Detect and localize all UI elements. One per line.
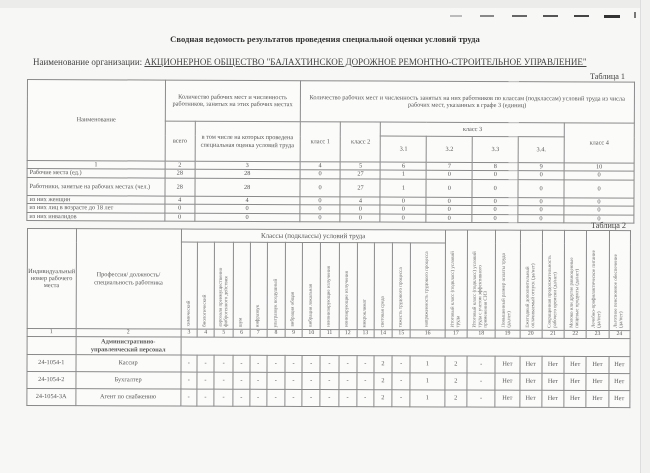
header-assessed: в том числе на которых проведена специальная оценка условий труда xyxy=(195,121,300,161)
factor-header xyxy=(320,243,339,330)
header-3-1: 3.1 xyxy=(381,136,427,162)
scan-mark xyxy=(634,12,636,18)
column-number: 9 xyxy=(518,163,564,171)
factor-header xyxy=(197,242,214,329)
profession: Агент по снабжению xyxy=(75,389,180,406)
cell-value: 1 xyxy=(380,170,426,179)
header-therapeutic-food xyxy=(586,230,609,330)
cell-value: 0 xyxy=(299,205,340,214)
column-number: 2 xyxy=(165,161,195,169)
scan-mark xyxy=(512,15,527,17)
column-number: 21 xyxy=(542,330,564,338)
cell-value: Нет xyxy=(564,356,586,373)
group-label: Административно-управленческий персонал xyxy=(76,337,181,355)
cell-value: 0 xyxy=(340,214,380,223)
header-profession: Профессия/ должность/ специальность работника xyxy=(76,229,182,329)
cell-value: - xyxy=(302,355,320,372)
cell-value: - xyxy=(357,373,374,390)
cell-value: 2 xyxy=(445,373,467,390)
factor-header-text: инфразвук xyxy=(255,304,261,327)
column-number: 6 xyxy=(381,162,427,170)
column-number: 10 xyxy=(564,163,634,172)
cell-value: 28 xyxy=(165,169,195,178)
column-number: 1 xyxy=(27,329,76,337)
row-label: Рабочие места (ед.) xyxy=(27,169,165,178)
factor-header-text: вибрация общая xyxy=(290,292,297,327)
factor-header-text: шум xyxy=(238,317,244,327)
factor-header xyxy=(233,242,249,329)
cell-value: 0 xyxy=(564,171,634,180)
header-extra-leave-text: Ежегодный дополнительный оплачиваемый отпуск (да/нет) xyxy=(525,263,537,328)
column-number: 6 xyxy=(233,329,249,337)
header-extra-leave xyxy=(520,230,543,330)
table2-caption: Таблица 2 xyxy=(591,221,627,230)
header-class4: класс 4 xyxy=(564,123,634,163)
cell-value: Нет xyxy=(609,357,631,374)
cell-value: Нет xyxy=(608,374,630,391)
cell-value: - xyxy=(338,373,356,390)
factor-header-text: химический xyxy=(186,300,192,327)
cell-value: 0 xyxy=(300,196,341,205)
cell-value: - xyxy=(285,389,302,406)
factor-header-text: напряженность трудового процесса xyxy=(424,251,431,328)
cell-value: 28 xyxy=(165,178,195,196)
cell-value: 0 xyxy=(300,178,341,196)
group-row xyxy=(27,337,630,357)
column-number: 14 xyxy=(374,330,392,338)
cell-value: 0 xyxy=(195,204,300,213)
cell-value: Нет xyxy=(586,390,608,407)
table-row xyxy=(27,355,630,374)
group-id-cell xyxy=(27,337,76,355)
cell-value: - xyxy=(285,372,302,389)
column-number: 17 xyxy=(445,330,467,338)
scan-top-edge xyxy=(0,0,650,8)
factor-header-text: световая среда xyxy=(380,296,386,328)
cell-value: 2 xyxy=(445,356,467,373)
workplace-id: 24-1054-3А xyxy=(27,389,76,406)
cell-value: - xyxy=(392,356,410,373)
column-number: 1 xyxy=(27,161,165,170)
factor-header-text: биологический xyxy=(202,294,209,327)
factor-header-text: микроклимат xyxy=(362,298,368,328)
column-number: 13 xyxy=(357,330,374,338)
factor-header-text: ультразвук воздушный xyxy=(273,278,279,327)
header-name: Наименование xyxy=(27,80,165,162)
cell-value: 27 xyxy=(340,179,380,197)
column-number: 16 xyxy=(410,330,444,338)
scan-mark xyxy=(450,15,462,17)
header-class1: класс 1 xyxy=(300,122,341,162)
header-early-pension xyxy=(609,231,631,331)
cell-value: - xyxy=(197,372,214,389)
cell-value: 28 xyxy=(195,178,300,196)
org-label: Наименование организации: xyxy=(33,57,143,67)
cell-value: - xyxy=(181,372,197,389)
cell-value: Нет xyxy=(495,373,519,390)
column-number: 15 xyxy=(392,330,410,338)
column-number: 9 xyxy=(285,329,302,337)
cell-value: 0 xyxy=(340,205,380,214)
cell-value: Нет xyxy=(608,391,630,408)
cell-value: - xyxy=(197,355,214,372)
cell-value: Нет xyxy=(542,390,564,407)
cell-value: - xyxy=(285,355,302,372)
cell-value: - xyxy=(392,373,410,390)
column-number: 24 xyxy=(609,331,630,339)
cell-value: 4 xyxy=(340,197,380,206)
header-total: всего xyxy=(165,121,195,161)
cell-value: 2 xyxy=(374,356,392,373)
cell-value: 0 xyxy=(426,170,472,179)
cell-value: 0 xyxy=(380,205,426,214)
cell-value: 0 xyxy=(518,179,564,197)
column-number: 4 xyxy=(300,162,341,170)
header-higher-pay-text: Повышенный размер оплаты труда (да,нет) xyxy=(502,253,513,328)
factor-header xyxy=(302,242,321,329)
factor-header-text: тяжесть трудового процесса xyxy=(398,267,404,328)
page-edge xyxy=(640,0,650,473)
cell-value: 0 xyxy=(165,204,195,213)
column-number: 10 xyxy=(302,329,320,337)
factor-header xyxy=(357,243,374,330)
cell-value: Нет xyxy=(520,356,542,373)
cell-value: - xyxy=(320,390,338,407)
header-final-class xyxy=(445,230,468,330)
column-number: 11 xyxy=(320,330,338,338)
row-label: из них лиц в возрасте до 18 лет xyxy=(27,204,165,213)
cell-value: 1 xyxy=(410,373,444,390)
cell-value: Нет xyxy=(495,356,519,373)
column-number: 7 xyxy=(426,162,472,170)
header-higher-pay xyxy=(495,230,520,330)
org-name: АКЦИОНЕРНОЕ ОБЩЕСТВО "БАЛАХТИНСКОЕ ДОРОЖНОЕ РЕМОНТНО-СТРОИТЕЛЬНОЕ УПРАВЛЕНИЕ" xyxy=(144,57,587,67)
workplace-id: 24-1054-1 xyxy=(27,355,76,372)
cell-value: 0 xyxy=(564,215,634,224)
header-final-class-ppe xyxy=(467,230,496,330)
column-number: 18 xyxy=(467,330,495,338)
column-number: 7 xyxy=(250,329,267,337)
cell-value: - xyxy=(357,390,374,407)
factor-header-text: вибрация локальная xyxy=(308,284,314,328)
cell-value: Нет xyxy=(586,373,608,390)
cell-value: 0 xyxy=(472,171,518,180)
cell-value: - xyxy=(302,372,320,389)
header-3-4: 3.4. xyxy=(518,137,564,163)
table-row xyxy=(27,372,630,391)
cell-value: 2 xyxy=(374,390,392,407)
cell-value: 0 xyxy=(472,197,518,206)
profession: Бухгалтер xyxy=(75,372,180,389)
column-number: 22 xyxy=(564,330,586,338)
factor-header xyxy=(250,242,267,329)
header-final-class-text: Итоговый класс (подкласс) условий труда xyxy=(450,251,462,328)
column-number: 19 xyxy=(495,330,519,338)
cell-value: - xyxy=(467,356,495,373)
cell-value: 0 xyxy=(426,179,472,197)
cell-value: - xyxy=(392,390,410,407)
factor-header xyxy=(410,243,445,330)
cell-value: Нет xyxy=(542,356,564,373)
row-label: Работники, занятые на рабочих местах (чел.) xyxy=(27,177,165,196)
column-number: 2 xyxy=(76,329,181,337)
cell-value: 0 xyxy=(472,179,518,197)
cell-value: 1 xyxy=(410,390,444,407)
column-number: 20 xyxy=(520,330,542,338)
header-milk-text: Молоко или другие равноценные пищевые продукты (да/нет) xyxy=(569,257,581,328)
cell-value: 0 xyxy=(426,214,472,223)
cell-value: - xyxy=(338,356,356,373)
cell-value: 0 xyxy=(426,205,472,214)
cell-value: Нет xyxy=(519,390,541,407)
cell-value: - xyxy=(233,355,249,372)
scan-mark xyxy=(543,15,558,17)
header-classes-group: Классы (подклассы) условий труда xyxy=(181,229,445,243)
cell-value: Нет xyxy=(586,356,608,373)
column-number: 23 xyxy=(586,330,608,338)
cell-value: Нет xyxy=(519,373,541,390)
cell-value: - xyxy=(233,372,249,389)
cell-value: 0 xyxy=(472,214,518,223)
header-reduced-hours-text: Сокращенная продолжительность рабочего времени (да/нет) xyxy=(547,255,559,328)
column-number: 5 xyxy=(214,329,233,337)
cell-value: 0 xyxy=(380,197,426,206)
table-1 xyxy=(26,79,635,224)
cell-value: - xyxy=(467,373,495,390)
row-label: из них женщин xyxy=(27,195,165,204)
cell-value: - xyxy=(249,372,266,389)
cell-value: 2 xyxy=(374,373,392,390)
cell-value: 4 xyxy=(165,196,195,205)
factor-header xyxy=(339,243,358,330)
cell-value: Нет xyxy=(564,390,586,407)
column-number: 3 xyxy=(195,161,300,170)
factor-header-text: неионизирующие излучения xyxy=(326,266,333,328)
profession: Кассир xyxy=(76,355,181,372)
cell-value: 4 xyxy=(195,196,300,205)
cell-value: 0 xyxy=(564,206,634,215)
header-final-class-ppe-text: Итоговый класс (подкласс) условий труда с учетом эффективного применения СИЗ xyxy=(472,251,490,328)
scan-mark xyxy=(604,15,620,18)
cell-value: Нет xyxy=(495,390,519,407)
table-row xyxy=(27,212,634,223)
organization-line xyxy=(33,57,587,67)
cell-value: - xyxy=(267,355,285,372)
factor-header xyxy=(267,242,286,329)
column-number: 3 xyxy=(181,329,197,337)
cell-value: 2 xyxy=(445,390,467,407)
group-empty-cells xyxy=(181,337,630,357)
scan-mark xyxy=(480,15,494,17)
cell-value: 0 xyxy=(300,170,341,179)
cell-value: - xyxy=(250,355,267,372)
header-class-group: Количество рабочих мест и численность занятых на них работников по классам (подклассам) условий труда из числа рабочих мест, указанных в графе 3 (единиц) xyxy=(300,81,635,123)
factor-header-text: ионизирующие излучения xyxy=(344,271,351,328)
cell-value: 0 xyxy=(380,214,426,223)
header-count-group: Количество рабочих мест и численность работников, занятых на этих рабочих местах xyxy=(165,80,300,122)
column-number: 8 xyxy=(472,162,518,170)
cell-value: - xyxy=(338,390,356,407)
cell-value: 0 xyxy=(518,171,564,180)
cell-value: - xyxy=(181,389,197,406)
factor-header xyxy=(285,242,302,329)
factor-header xyxy=(374,243,393,330)
cell-value: 0 xyxy=(518,214,564,223)
cell-value: 0 xyxy=(518,206,564,215)
cell-value: 0 xyxy=(299,213,340,222)
cell-value: Нет xyxy=(542,373,564,390)
table-row xyxy=(27,389,630,408)
header-3-2: 3.2 xyxy=(426,136,472,162)
factor-header xyxy=(181,242,197,329)
column-number: 12 xyxy=(339,330,357,338)
cell-value: 0 xyxy=(426,197,472,206)
cell-value: - xyxy=(320,356,338,373)
scan-mark xyxy=(574,15,589,17)
cell-value: - xyxy=(233,389,249,406)
cell-value: - xyxy=(357,356,374,373)
cell-value: - xyxy=(267,389,285,406)
header-reduced-hours xyxy=(542,230,565,330)
header-milk xyxy=(564,230,587,330)
cell-value: 0 xyxy=(564,198,634,207)
cell-value: - xyxy=(214,389,233,406)
cell-value: 0 xyxy=(195,213,300,222)
cell-value: 27 xyxy=(341,170,381,179)
table-2 xyxy=(26,228,631,408)
header-early-pension-text: Льготное пенсионное обеспечение (да/нет) xyxy=(613,254,625,329)
row-label: из них инвалидов xyxy=(27,212,165,221)
column-number: 4 xyxy=(197,329,214,337)
factor-header-text: аэрозоли преимущественно фиброгенного действия xyxy=(218,267,230,327)
cell-value: - xyxy=(320,373,338,390)
cell-value: - xyxy=(197,389,214,406)
table1-caption: Таблица 1 xyxy=(590,72,626,81)
cell-value: - xyxy=(302,389,320,406)
header-class2: класс 2 xyxy=(341,122,381,162)
cell-value: Нет xyxy=(564,373,586,390)
column-number: 8 xyxy=(267,329,285,337)
cell-value: 0 xyxy=(564,180,634,198)
cell-value: 28 xyxy=(195,169,300,178)
cell-value: 0 xyxy=(165,213,195,222)
document-title: Сводная ведомость результатов проведения специальной оценки условий труда xyxy=(170,34,480,44)
cell-value: - xyxy=(181,355,197,372)
header-class3: класс 3 xyxy=(381,122,565,137)
cell-value: - xyxy=(467,390,495,407)
cell-value: - xyxy=(214,372,233,389)
cell-value: 0 xyxy=(518,197,564,206)
workplace-id: 24-1054-2 xyxy=(27,372,76,389)
cell-value: - xyxy=(214,355,233,372)
header-3-3: 3.3 xyxy=(472,136,518,162)
factor-header xyxy=(214,242,234,329)
factor-header xyxy=(392,243,411,330)
header-therapeutic-food-text: Лечебно-профилактическое питание (да/нет) xyxy=(592,250,603,329)
cell-value: 1 xyxy=(410,356,444,373)
cell-value: - xyxy=(267,372,285,389)
column-number: 5 xyxy=(341,162,381,170)
cell-value: 0 xyxy=(472,206,518,215)
header-workplace-id: Индивидуальный номер рабочего места xyxy=(27,229,76,329)
cell-value: - xyxy=(249,389,266,406)
cell-value: 1 xyxy=(380,179,426,197)
